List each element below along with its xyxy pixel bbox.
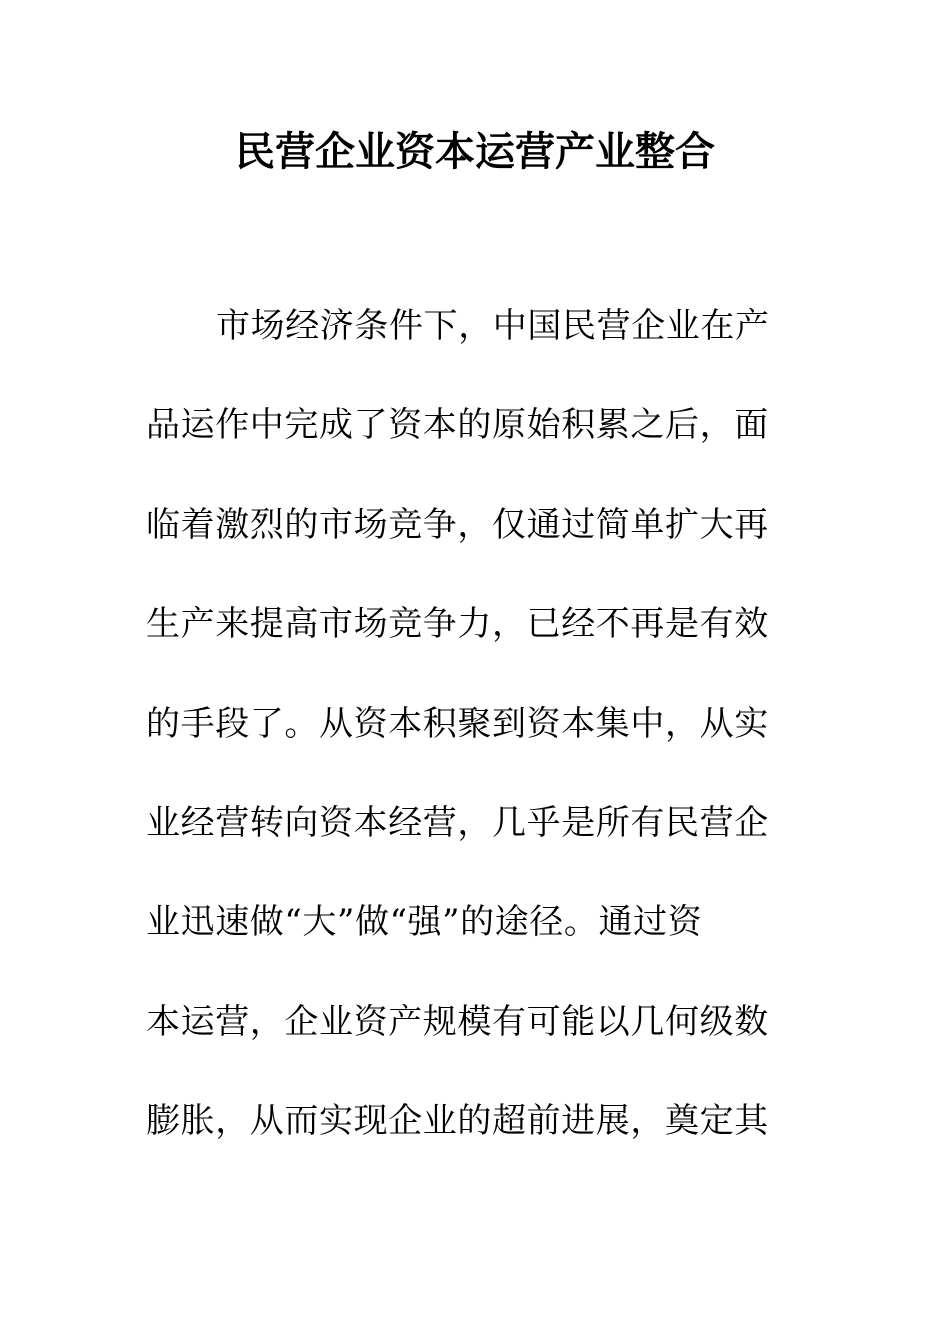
body-line: 本运营，企业资产规模有可能以几何级数 xyxy=(146,1001,769,1042)
body-line: 业经营转向资本经营，几乎是所有民营企 xyxy=(146,802,769,843)
body-line: 临着激烈的市场竞争，仅通过简单扩大再 xyxy=(146,504,769,545)
body-line: 生产来提高市场竞争力，已经不再是有效 xyxy=(146,604,769,645)
body-line: 市场经济条件下，中国民营企业在产 xyxy=(216,306,770,346)
body-line: 膨胀，从而实现企业的超前进展，奠定其 xyxy=(146,1101,769,1142)
document-title: 民营企业资本运营产业整合 xyxy=(235,128,715,175)
body-line: 品运作中完成了资本的原始积累之后，面 xyxy=(146,405,769,446)
body-line: 业迅速做“大”做“强”的途径。通过资 xyxy=(146,902,703,943)
document-body xyxy=(146,300,806,1195)
body-line: 的手段了。从资本积聚到资本集中，从实 xyxy=(146,703,769,744)
